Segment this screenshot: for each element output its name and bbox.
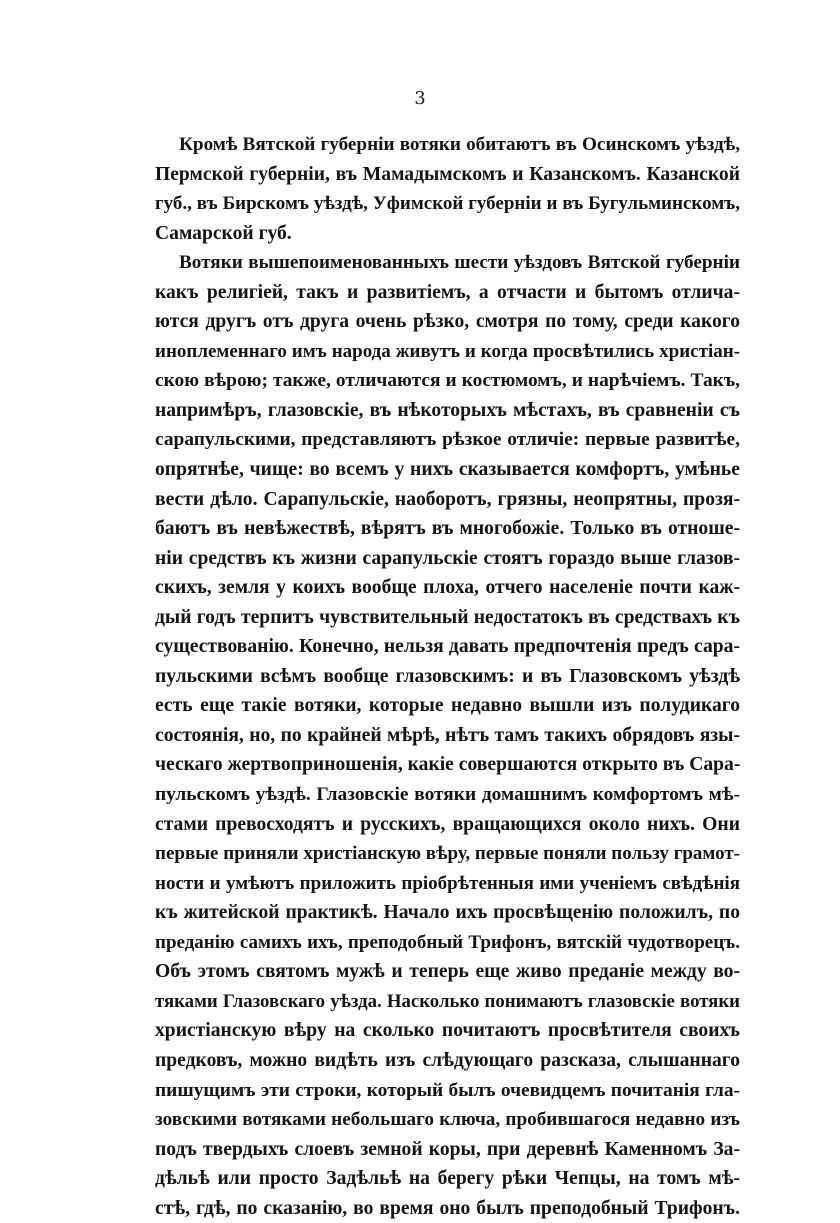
text-line: ются другъ отъ друга очень рѣзко, смотря по тому, среди какого [155, 311, 740, 333]
text-line: христіанскую вѣру на сколько почитаютъ просвѣтителя своихъ [155, 1020, 740, 1042]
body-text [155, 130, 740, 1223]
text-line: ніи средствъ къ жизни сарапульскіе стоятъ гораздо выше глазов- [155, 547, 740, 569]
text-line: существованію. Конечно, нельзя давать предпочтенія предъ сара- [155, 636, 740, 658]
text-line: первые приняли христіанскую вѣру, первые поняли пользу грамот- [155, 843, 740, 865]
text-line: дѣльѣ или просто Задѣльѣ на берегу рѣки Чепцы, на томъ мѣ- [155, 1168, 740, 1190]
text-line: подъ твердыхъ слоевъ земной коры, при деревнѣ Каменномъ За- [155, 1138, 740, 1160]
text-line: опрятнѣе, чище: во всемъ у нихъ сказывается комфортъ, умѣнье [155, 459, 740, 481]
text-line: Самарской губ. [155, 222, 292, 244]
text-line: состоянія, но, по крайней мѣрѣ, нѣтъ тамъ такихъ обрядовъ язы- [155, 724, 740, 746]
text-line: губ., въ Бирскомъ уѣздѣ, Уфимской губерніи и въ Бугульминскомъ, [155, 193, 740, 215]
text-line: тяками Глазовскаго уѣзда. Насколько понимаютъ глазовскіе вотяки [155, 990, 740, 1012]
text-line: пульскомъ уѣздѣ. Глазовскіе вотяки домашнимъ комфортомъ мѣ- [155, 784, 740, 806]
text-line: предковъ, можно видѣть изъ слѣдующаго разсказа, слышаннаго [155, 1049, 740, 1071]
text-line: преданію самихъ ихъ, преподобный Трифонъ, вятскій чудотворецъ. [155, 931, 740, 953]
text-line: вести дѣло. Сарапульскіе, наоборотъ, грязны, неопрятны, прозя- [155, 488, 740, 510]
page-number: 3 [414, 88, 426, 109]
text-line: стѣ, гдѣ, по сказанію, во время оно былъ преподобный Трифонъ. [155, 1197, 740, 1219]
text-line: напримѣръ, глазовскіе, въ нѣкоторыхъ мѣстахъ, въ сравненіи съ [155, 399, 740, 421]
paragraph-1 [155, 130, 740, 248]
text-line: ческаго жертвоприношенія, какіе совершаются открыто въ Сара- [155, 754, 740, 776]
text-line: зовскими вотяками небольшаго ключа, пробившагося недавно изъ [155, 1109, 740, 1131]
text-line: пульскими всѣмъ вообще глазовскимъ: и въ Глазовскомъ уѣздѣ [155, 665, 740, 687]
text-line: какъ религіей, такъ и развитіемъ, а отчасти и бытомъ отлича- [155, 281, 740, 303]
text-line: иноплеменнаго имъ народа живутъ и когда просвѣтились христіан- [155, 340, 740, 362]
text-line: Пермской губерніи, въ Мамадымскомъ и Казанскомъ. Казанской [155, 163, 740, 185]
text-line: Кромѣ Вятской губерніи вотяки обитаютъ въ Осинскомъ уѣздѣ, [179, 134, 740, 155]
text-line: сарапульскими, представляютъ рѣзкое отличіе: первые развитѣе, [155, 429, 740, 451]
text-line: пишущимъ эти строки, который былъ очевидцемъ почитанія гла- [155, 1079, 740, 1101]
text-line: скою вѣрою; также, отличаются и костюмомъ, и нарѣчіемъ. Такъ, [155, 370, 740, 392]
text-line: Вотяки вышепоименованныхъ шести уѣздовъ Вятской губерніи [179, 252, 740, 274]
text-line: дый годъ терпитъ чувствительный недостатокъ въ средствахъ къ [155, 606, 740, 628]
text-line: ности и умѣютъ приложить пріобрѣтенныя ими ученіемъ свѣдѣнія [155, 872, 740, 894]
text-line: къ житейской практикѣ. Начало ихъ просвѣщенію положилъ, по [155, 902, 740, 924]
text-line: скихъ, земля у коихъ вообще плоха, отчего населеніе почти каж- [155, 577, 740, 599]
text-line: есть еще такіе вотяки, которые недавно вышли изъ полудикаго [155, 695, 740, 717]
paragraph-2 [155, 248, 740, 1223]
text-line: Объ этомъ святомъ мужѣ и теперь еще живо преданіе между во- [155, 961, 740, 983]
text-line: стами превосходятъ и русскихъ, вращающихся около нихъ. Они [155, 813, 740, 835]
text-line: баютъ въ невѣжествѣ, вѣрятъ въ многобожіе. Только въ отноше- [155, 518, 740, 540]
